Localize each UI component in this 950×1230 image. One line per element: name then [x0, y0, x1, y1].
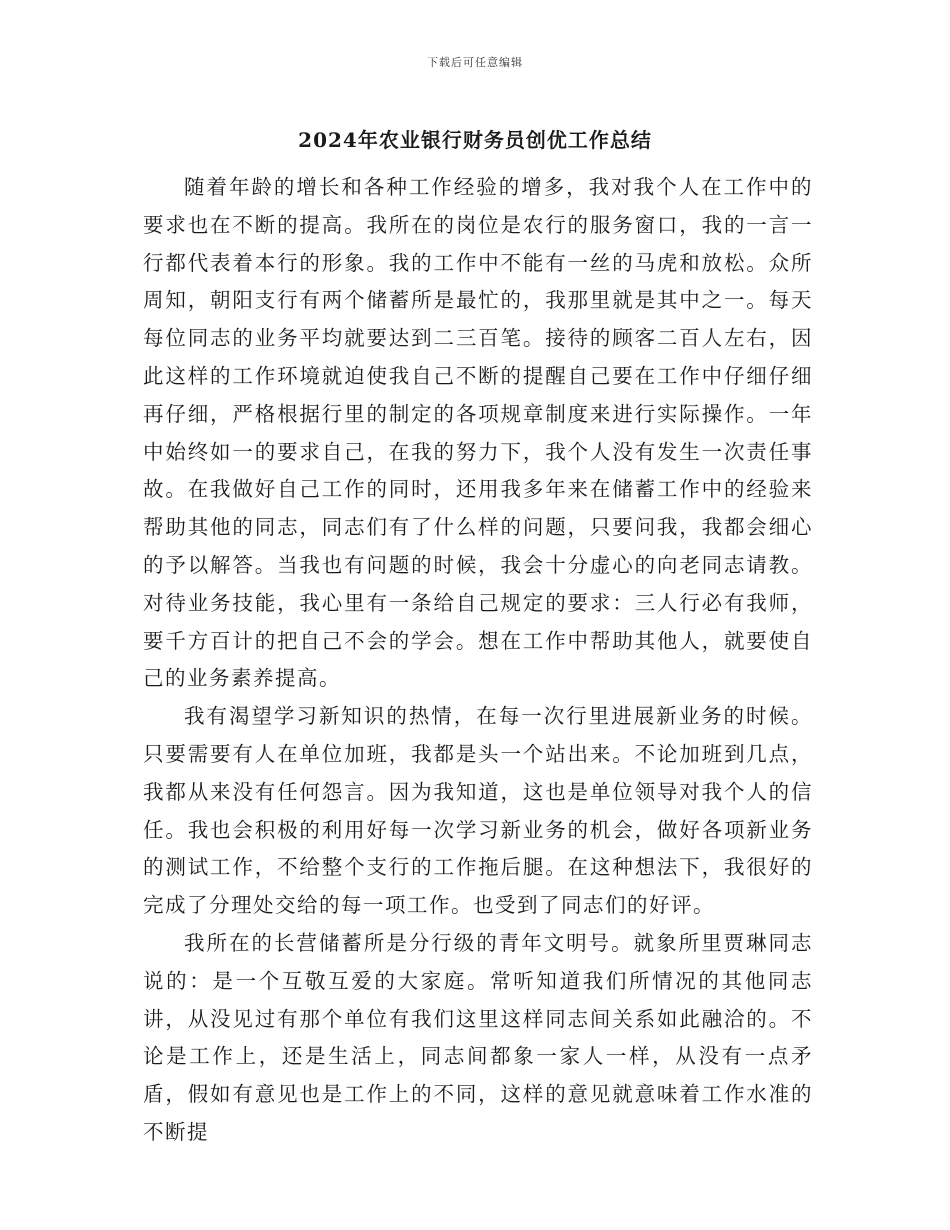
paragraph-3: 我所在的长营储蓄所是分行级的青年文明号。就象所里贾琳同志说的：是一个互敬互爱的大家庭。常听知道我们所情况的其他同志讲，从没见过有那个单位有我们这里这样同志间关系如此融洽的。不论是工作上，还是生活上，同志间都象一家人一样，从没有一点矛盾，假如有意见也是工作上的不同，这样的意见就意味着工作水准的不断提: [143, 930, 813, 1144]
document-body: [143, 169, 813, 1152]
document-title: 2024年农业银行财务员创优工作总结: [298, 128, 652, 152]
paragraph-2: 我有渴望学习新知识的热情，在每一次行里进展新业务的时候。只要需要有人在单位加班，我都是头一个站出来。不论加班到几点，我都从来没有任何怨言。因为我知道，这也是单位领导对我个人的信任。我也会积极的利用好每一次学习新业务的机会，做好各项新业务的测试工作，不给整个支行的工作拖后腿。在这种想法下，我很好的完成了分理处交给的每一项工作。也受到了同志们的好评。: [143, 704, 813, 918]
paragraph-1: 随着年龄的增长和各种工作经验的增多，我对我个人在工作中的要求也在不断的提高。我所在的岗位是农行的服务窗口，我的一言一行都代表着本行的形象。我的工作中不能有一丝的马虎和放松。众所周知，朝阳支行有两个储蓄所是最忙的，我那里就是其中之一。每天每位同志的业务平均就要达到二三百笔。接待的顾客二百人左右，因此这样的工作环境就迫使我自己不断的提醒自己要在工作中仔细仔细再仔细，严格根据行里的制定的各项规章制度来进行实际操作。一年中始终如一的要求自己，在我的努力下，我个人没有发生一次责任事故。在我做好自己工作的同时，还用我多年来在储蓄工作中的经验来帮助其他的同志，同志们有了什么样的问题，只要问我，我都会细心的予以解答。当我也有问题的时候，我会十分虚心的向老同志请教。对待业务技能，我心里有一条给自己规定的要求：三人行必有我师，要千方百计的把自己不会的学会。想在工作中帮助其他人，就要使自己的业务素养提高。: [143, 175, 813, 691]
page-header-note: 下载后可任意编辑: [427, 56, 523, 69]
